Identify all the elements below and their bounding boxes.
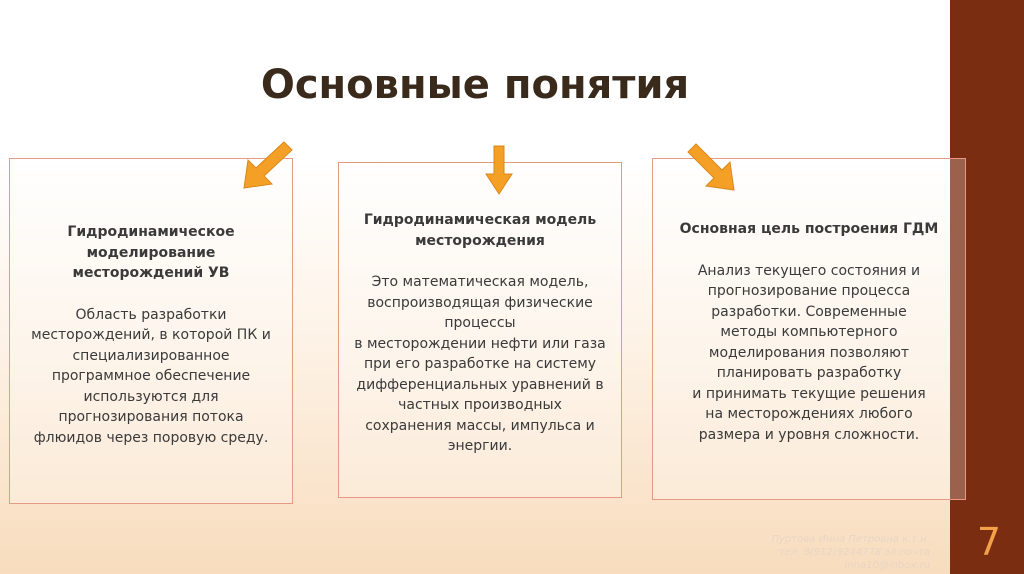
slide-title: Основные понятия: [260, 62, 690, 108]
card-1-heading-line: Гидродинамическое: [67, 224, 235, 240]
card-2-body-line: Это математическая модель,: [371, 274, 589, 290]
card-2-body-line: дифференциальных уравнений в: [356, 376, 604, 393]
card-1-body-line: флюидов через поровую среду.: [33, 429, 269, 446]
card-1-text: [18, 222, 284, 448]
card-2-heading: [342, 210, 618, 251]
arrow-down-left-icon: [236, 140, 296, 192]
footer-line: Пуртова Инна Петровна к.т.н.: [771, 534, 930, 545]
card-2-body-line: при его разработке на систему: [363, 356, 597, 372]
card-2-body-line: сохранения массы, импульса и: [365, 417, 595, 434]
card-1-heading-line: месторождений УВ: [72, 265, 230, 281]
card-3-body-line: методы компьютерного: [720, 324, 898, 340]
card-3-body-line: моделирования позволяют: [708, 344, 910, 361]
card-3-heading-line: Основная цель построения ГДМ: [679, 221, 939, 237]
card-3-body-line: прогнозирование процесса: [707, 283, 911, 299]
card-3-body-line: на месторождениях любого: [705, 406, 913, 422]
card-2-text: [342, 210, 618, 457]
card-3-body: [656, 261, 962, 446]
card-3-body-line: размера и уровня сложности.: [698, 426, 920, 443]
card-1-heading-line: моделирование: [86, 244, 216, 261]
card-3-heading: [656, 219, 962, 240]
card-2-heading-line: Гидродинамическая модель: [363, 212, 597, 228]
card-1-heading: [18, 222, 284, 284]
card-2-body: [342, 272, 618, 457]
card-1-body-line: используются для: [83, 388, 219, 405]
card-2-body-line: процессы: [444, 315, 516, 331]
card-1-body-line: Область разработки: [75, 306, 227, 323]
arrow-down-icon: [484, 144, 514, 196]
card-2-body-line: воспроизводящая физические: [367, 294, 593, 311]
card-2-heading-line: месторождения: [415, 232, 545, 249]
card-1-body-line: программное обеспечение: [51, 368, 251, 384]
footer-line: inna10@inbox.ru: [844, 560, 930, 571]
card-3-body-line: планировать разработку: [716, 365, 902, 381]
card-2-body-line: частных производных: [398, 397, 562, 413]
arrow-down-right-icon: [686, 142, 742, 194]
footer-line: тел. 8(912)9244778 эл.почта: [778, 547, 930, 558]
card-1-body-line: специализированное: [72, 347, 230, 364]
card-2-body-line: в месторождении нефти или газа: [354, 335, 606, 352]
card-1-body-line: прогнозирования потока: [58, 409, 244, 425]
card-3-body-line: Анализ текущего состояния и: [697, 262, 921, 279]
card-1-body-line: месторождений, в которой ПК и: [31, 327, 271, 343]
card-3-body-line: и принимать текущие решения: [692, 385, 926, 402]
page-number: 7: [976, 520, 1002, 564]
card-3-body-line: разработки. Современные: [711, 303, 907, 320]
card-1-body: [18, 305, 284, 449]
author-footer: [740, 533, 930, 572]
card-2-body-line: энергии.: [447, 438, 513, 454]
card-3-text: [656, 219, 962, 445]
